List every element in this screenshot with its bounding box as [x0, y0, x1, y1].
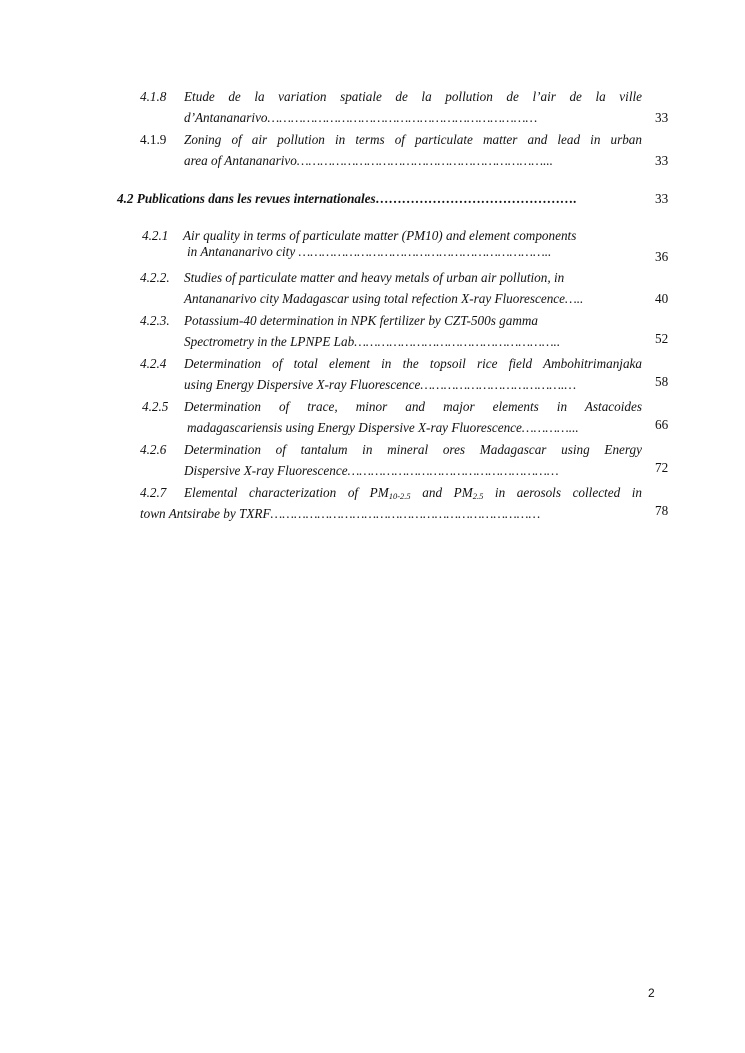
- entry-number: 4.2.4: [140, 356, 167, 371]
- entry-page: 72: [655, 460, 669, 475]
- section-title: 4.2 Publications dans les revues internationales……………………………………….: [117, 191, 577, 206]
- entry-title-line1: Elemental characterization of $PM_{10-2.5}$ and $PM_{2.5}$ in aerosols collected in: [184, 485, 643, 501]
- entry-title-line2: Spectrometry in the LPNPE Lab……………………………………………..: [184, 334, 561, 349]
- toc-entry-4-1-8[interactable]: [140, 89, 669, 129]
- entry-title-line2: Dispersive X-ray Fluorescence………………………………………………: [184, 463, 559, 478]
- entry-title-line1: Determination of tantalum in mineral ores Madagascar using Energy: [184, 442, 642, 457]
- section-page: 33: [655, 191, 669, 206]
- entry-title-line2: Antananarivo city Madagascar using total refection X-ray Fluorescence…..: [184, 291, 584, 306]
- entry-title-line1: Determination of total element in the topsoil rice field Ambohitrimanjaka: [184, 356, 642, 371]
- toc-entry-4-2-4[interactable]: [140, 356, 669, 396]
- entry-page: 40: [655, 291, 669, 306]
- entry-page: 33: [655, 110, 669, 125]
- page-number: 2: [648, 986, 655, 1000]
- entry-page: 52: [655, 331, 669, 346]
- toc-entry-4-2-6[interactable]: [140, 442, 669, 482]
- entry-number: 4.2.1: [142, 228, 169, 243]
- entry-title-line1: Determination of trace, minor and major elements in Astacoides: [184, 399, 642, 414]
- entry-number: 4.1.8: [140, 89, 167, 104]
- entry-title-line2: area of Antananarivo………………………………………………………...: [184, 153, 553, 168]
- entry-title-line2: madagascariensis using Energy Dispersive X-ray Fluorescence…………...: [187, 420, 579, 435]
- toc-section-4-2[interactable]: [117, 191, 677, 209]
- toc-entry-4-2-2[interactable]: [140, 270, 669, 310]
- entry-page: 66: [655, 417, 669, 432]
- entry-page: 78: [655, 503, 669, 518]
- entry-page: 33: [655, 153, 669, 168]
- entry-title-line1: Zoning of air pollution in terms of particulate matter and lead in urban: [184, 132, 642, 147]
- entry-number: 4.2.2.: [140, 270, 170, 285]
- toc-entry-4-1-9[interactable]: [140, 132, 669, 172]
- entry-title-line2: using Energy Dispersive X-ray Fluorescence……………………………….…: [184, 377, 577, 392]
- entry-title-line2: d’Antananarivo……………………………………………………………: [184, 110, 538, 125]
- toc-entry-4-2-5[interactable]: [142, 399, 669, 439]
- toc-entry-4-2-3[interactable]: [140, 313, 669, 353]
- entry-number: 4.2.5: [142, 399, 169, 414]
- toc-entry-4-2-7[interactable]: [140, 485, 669, 525]
- entry-title-line2: in Antananarivo city ………………………………………………………..: [187, 244, 552, 259]
- entry-page: 58: [655, 374, 669, 389]
- entry-title-line1: Studies of particulate matter and heavy metals of urban air pollution, in: [184, 270, 565, 285]
- entry-number: 4.1.9: [140, 132, 167, 147]
- entry-number: 4.2.3.: [140, 313, 170, 328]
- toc-entry-4-2-1[interactable]: [142, 228, 669, 268]
- entry-title-line1: Etude de la variation spatiale de la pollution de l’air de la ville: [184, 89, 642, 104]
- entry-title-line1: Air quality in terms of particulate matter (PM10) and element components: [183, 228, 577, 243]
- entry-page: 36: [655, 249, 669, 264]
- entry-number: 4.2.6: [140, 442, 167, 457]
- entry-title-line1: Potassium-40 determination in NPK fertilizer by CZT-500s gamma: [184, 313, 538, 328]
- entry-title-line2: town Antsirabe by TXRF……………………………………………………………: [140, 506, 541, 521]
- entry-number: 4.2.7: [140, 485, 167, 500]
